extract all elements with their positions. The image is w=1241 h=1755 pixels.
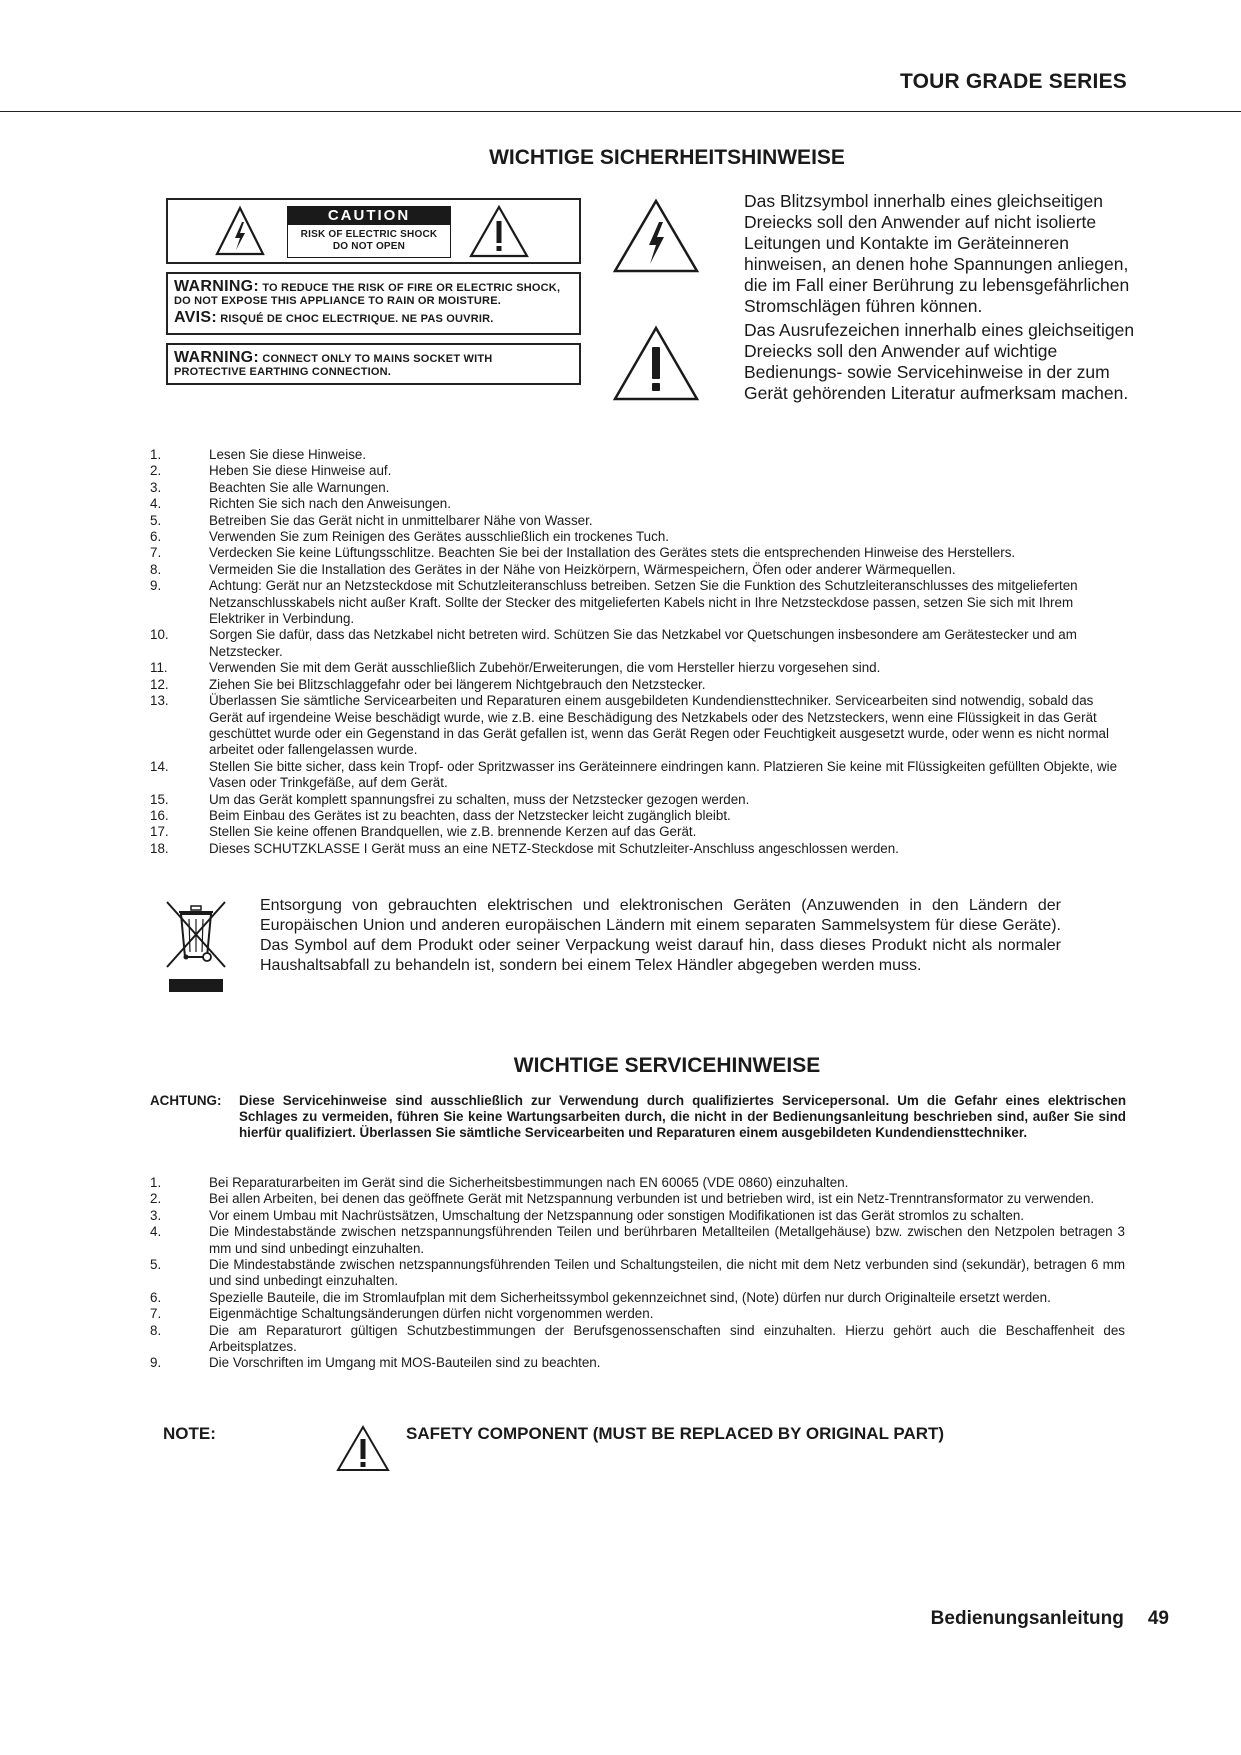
safety-list-item-number: 2. xyxy=(150,463,162,479)
service-list-item xyxy=(150,1323,1125,1356)
service-list-item-text: Vor einem Umbau mit Nachrüstsätzen, Umschaltung der Netzspannung oder sonstigen Modifikationen ist das Gerät stromlos zu schalten. xyxy=(209,1207,1024,1223)
service-list-item-number: 2. xyxy=(150,1191,162,1207)
service-list-item xyxy=(150,1306,1125,1322)
safety-list-item-text: Richten Sie sich nach den Anweisungen. xyxy=(209,496,451,512)
safety-list-item-text: Stellen Sie bitte sicher, dass kein Tropf- oder Spritzwasser ins Geräteinnere eindringen kann. Platzieren Sie keine mit Flüssigkeiten gefüllten Objekte, wie Vasen oder Trinkgefäße, auf dem Gerät. xyxy=(209,758,1118,791)
safety-list-item xyxy=(150,824,1125,840)
safety-component-icon xyxy=(336,1425,390,1472)
safety-list-item-number: 14. xyxy=(150,758,169,774)
service-list-item-text: Spezielle Bauteile, die im Stromlaufplan mit dem Sicherheitssymbol gekennzeichnet sind, (Note) dürfen nur durch Originalteile ersetzt werden. xyxy=(209,1289,1051,1305)
safety-list-item-number: 13. xyxy=(150,693,169,709)
safety-list-item-number: 6. xyxy=(150,529,162,545)
service-list-item-number: 1. xyxy=(150,1175,162,1190)
service-list-item-number: 9. xyxy=(150,1355,162,1371)
service-list-item-text: Bei Reparaturarbeiten im Gerät sind die Sicherheitsbestimmungen nach EN 60065 (VDE 0860) einzuhalten. xyxy=(209,1175,849,1190)
safety-list-item xyxy=(150,480,1125,496)
safety-list-item-text: Achtung: Gerät nur an Netzsteckdose mit Schutzleiteranschluss betreiben. Setzen Sie die Funktion des Schutzleiteranschlusses des mitgelieferten Netzanschlusskabels nicht außer Kraft. Sollte der Stecker des mitgelieferten Kabels nicht in Ihre Netzsteckdose passen, setzen Sie sich mit Ihrem Elektriker in Verbindung. xyxy=(209,578,1078,627)
page-footer xyxy=(931,1608,1169,1630)
lightning-triangle-icon xyxy=(612,198,700,274)
service-list-item-text: Die Vorschriften im Umgang mit MOS-Bauteilen sind zu beachten. xyxy=(209,1355,601,1371)
safety-list-item-text: Betreiben Sie das Gerät nicht in unmittelbarer Nähe von Wasser. xyxy=(209,512,593,528)
exclamation-icon xyxy=(468,204,530,259)
safety-list-item xyxy=(150,627,1125,660)
safety-list-item xyxy=(150,513,1125,529)
safety-list-item-text: Stellen Sie keine offenen Brandquellen, wie z.B. brennende Kerzen auf das Gerät. xyxy=(209,824,697,840)
service-list-item xyxy=(150,1175,1125,1191)
safety-list-item xyxy=(150,463,1125,479)
disposal-text: Entsorgung von gebrauchten elektrischen und elektronischen Geräten (Anzuwenden in den Ländern der Europäischen Union und anderen europäischen Ländern mit einem separaten Sammelsystem für diese Geräte). Das Symbol auf dem Produkt oder seiner Verpackung weist darauf hin, dass dieses Produkt nicht als normaler Haushaltsabfall zu behandeln ist, sondern bei einem Telex Händler abgegeben werden muss. xyxy=(260,897,1061,974)
earthing-warning-text-line2: PROTECTIVE EARTHING CONNECTION. xyxy=(174,366,392,378)
safety-list-item-number: 12. xyxy=(150,676,169,692)
safety-list-item-number: 16. xyxy=(150,807,169,823)
exclamation-triangle-icon xyxy=(612,325,700,402)
caution-panel xyxy=(287,206,451,258)
safety-list-item-text: Lesen Sie diese Hinweise. xyxy=(209,447,367,462)
service-list-item xyxy=(150,1224,1125,1257)
safety-instructions-list xyxy=(150,447,1125,857)
safety-list-item-number: 3. xyxy=(150,479,162,495)
safety-list-item xyxy=(150,792,1125,808)
service-list-item-number: 5. xyxy=(150,1257,162,1273)
header-divider xyxy=(0,111,1241,112)
caution-heading: CAUTION xyxy=(288,207,450,225)
service-list-item-number: 6. xyxy=(150,1289,162,1305)
safety-list-item-text: Dieses SCHUTZKLASSE I Gerät muss an eine NETZ-Steckdose mit Schutzleiter-Anschluss angeschlossen werden. xyxy=(209,840,899,856)
safety-list-item-number: 10. xyxy=(150,627,169,643)
caution-risk-line2: DO NOT OPEN xyxy=(332,241,406,252)
note-text: SAFETY COMPONENT (MUST BE REPLACED BY ORIGINAL PART) xyxy=(406,1424,945,1443)
safety-list-item-text: Verwenden Sie zum Reinigen des Gerätes ausschließlich ein trockenes Tuch. xyxy=(209,529,669,545)
safety-list-item xyxy=(150,496,1125,512)
achtung-paragraph xyxy=(150,1093,1126,1141)
safety-list-item-number: 9. xyxy=(150,578,162,594)
service-list-item-text: Eigenmächtige Schaltungsänderungen dürfen nicht vorgenommen werden. xyxy=(209,1306,654,1322)
lightning-icon xyxy=(214,205,266,257)
warning-text-line1: TO REDUCE THE RISK OF FIRE OR ELECTRIC SHOCK, xyxy=(262,282,561,294)
service-instructions-list xyxy=(150,1175,1125,1372)
safety-list-item-number: 17. xyxy=(150,824,169,840)
service-list-item xyxy=(150,1208,1125,1224)
safety-list-item-number: 4. xyxy=(150,496,162,512)
safety-list-item-text: Vermeiden Sie die Installation des Gerätes in der Nähe von Heizkörpern, Wärmespeichern, Öfen oder anderer Wärmequellen. xyxy=(209,561,956,577)
caution-risk-line1: RISK OF ELECTRIC SHOCK xyxy=(300,229,438,240)
safety-title: WICHTIGE SICHERHEITSHINWEISE xyxy=(489,146,845,169)
safety-list-item-number: 11. xyxy=(150,660,168,676)
service-list-item xyxy=(150,1191,1125,1207)
safety-list-item xyxy=(150,759,1125,792)
safety-list-item xyxy=(150,808,1125,824)
service-list-item-text: Die am Reparaturort gültigen Schutzbestimmungen der Berufsgenossenschaften sind einzuhalten. Hierzu gehört auch die Beschaffenheit des Arbeitsplatzes. xyxy=(209,1322,1125,1355)
earthing-warning-lead: WARNING: xyxy=(174,349,260,366)
warning-lead: WARNING: xyxy=(174,278,260,295)
note-label: NOTE: xyxy=(163,1424,216,1443)
page-number: 49 xyxy=(1147,1608,1169,1629)
safety-list-item xyxy=(150,562,1125,578)
safety-list-item-text: Verdecken Sie keine Lüftungsschlitze. Beachten Sie bei der Installation des Gerätes stets die entsprechenden Hinweise des Herstellers. xyxy=(209,545,1016,561)
safety-list-item-number: 1. xyxy=(150,447,162,462)
service-title: WICHTIGE SERVICEHINWEISE xyxy=(513,1054,821,1077)
safety-list-item-text: Sorgen Sie dafür, dass das Netzkabel nicht betreten wird. Schützen Sie das Netzkabel vor Quetschungen insbesondere am Gerätestecker und am Netzstecker. xyxy=(209,627,1077,659)
achtung-text: Diese Servicehinweise sind ausschließlich zur Verwendung durch qualifiziertes Servicepersonal. Um die Gefahr eines elektrischen Schlages zu vermeiden, führen Sie keine Wartungsarbeiten durch, die nicht in der Bedienungsanleitung beschrieben sind, außer Sie sind hierfür qualifiziert. Überlassen Sie sämtliche Servicearbeiten und Reparaturen einem ausgebildeten Kundendiensttechniker. xyxy=(239,1093,1126,1140)
warning-label xyxy=(166,272,581,335)
service-list-item-number: 3. xyxy=(150,1207,162,1223)
safety-list-item-text: Überlassen Sie sämtliche Servicearbeiten und Reparaturen einem ausgebildeten Kundendiensttechniker. Servicearbeiten sind notwendig, sobald das Gerät auf irgendeine Weise beschädigt wurde, wie z.B. eine Beschädigung des Netzkabels oder des Netzsteckers, wenn eine Flüssigkeit in das Gerät geschüttet wurde oder ein Gegenstand in das Gerät gefallen ist, wenn das Gerät Regen oder Feuchtigkeit ausgesetzt wurde, oder wenn es nicht normal arbeitet oder fallengelassen wurde. xyxy=(209,693,1109,758)
earthing-warning-text-line1: CONNECT ONLY TO MAINS SOCKET WITH xyxy=(262,353,493,365)
safety-list-item xyxy=(150,677,1125,693)
service-list-item-text: Die Mindestabstände zwischen netzspannungsführenden Teilen und berührbaren Metallteilen (Metallgehäuse) bzw. zwischen den Netzpolen betragen 3 mm und sind unbedingt einzuhalten. xyxy=(209,1224,1125,1256)
safety-list-item xyxy=(150,660,1125,676)
service-list-item-number: 4. xyxy=(150,1224,162,1240)
manual-name: Bedienungsanleitung xyxy=(930,1608,1124,1629)
safety-list-item-text: Ziehen Sie bei Blitzschlaggefahr oder bei längerem Nichtgebrauch den Netzstecker. xyxy=(209,676,706,692)
service-list-item xyxy=(150,1355,1125,1371)
service-list-item-text: Bei allen Arbeiten, bei denen das geöffnete Gerät mit Netzspannung verbunden ist und betrieben wird, ist ein Netz-Trenntransformator zu verwenden. xyxy=(209,1191,1095,1207)
achtung-label: ACHTUNG: xyxy=(150,1093,222,1108)
safety-list-item-number: 18. xyxy=(150,840,169,856)
service-list-item xyxy=(150,1257,1125,1290)
safety-list-item-number: 5. xyxy=(150,512,162,528)
safety-list-item-text: Heben Sie diese Hinweise auf. xyxy=(209,463,392,479)
safety-list-item-number: 7. xyxy=(150,545,162,561)
series-title: TOUR GRADE SERIES xyxy=(899,70,1127,93)
service-list-item-text: Die Mindestabstände zwischen netzspannungsführenden Teilen und Schaltungsteilen, die nicht mit dem Netz verbunden sind (sekundär), betragen 6 mm und sind unbedingt einzuhalten. xyxy=(209,1257,1125,1289)
safety-list-item-number: 8. xyxy=(150,561,162,577)
lightning-description: Das Blitzsymbol innerhalb eines gleichseitigen Dreiecks soll den Anwender auf nicht isolierte Leitungen und Kontakte im Geräteinneren hinweisen, an denen hohe Spannungen anliegen, die im Fall einer Berührung zu lebensgefährlichen Stromschlägen führen können. xyxy=(744,191,1130,316)
caution-label xyxy=(166,198,581,264)
safety-list-item-text: Beim Einbau des Gerätes ist zu beachten, dass der Netzstecker leicht zugänglich bleibt. xyxy=(209,807,731,823)
safety-list-item xyxy=(150,578,1125,627)
safety-list-item-number: 15. xyxy=(150,791,169,807)
earthing-warning-label xyxy=(166,343,581,385)
avis-text: RISQUÉ DE CHOC ELECTRIQUE. NE PAS OUVRIR. xyxy=(220,313,494,325)
safety-list-item xyxy=(150,545,1125,561)
safety-list-item xyxy=(150,693,1125,759)
service-list-item-number: 7. xyxy=(150,1306,162,1322)
safety-list-item xyxy=(150,841,1125,857)
avis-lead: AVIS: xyxy=(174,309,217,326)
safety-list-item-text: Um das Gerät komplett spannungsfrei zu schalten, muss der Netzstecker gezogen werden. xyxy=(209,791,750,807)
safety-list-item-text: Beachten Sie alle Warnungen. xyxy=(209,479,390,495)
service-list-item xyxy=(150,1290,1125,1306)
safety-list-item xyxy=(150,447,1125,463)
warning-text-line2: DO NOT EXPOSE THIS APPLIANCE TO RAIN OR MOISTURE. xyxy=(174,295,501,307)
safety-list-item-text: Verwenden Sie mit dem Gerät ausschließlich Zubehör/Erweiterungen, die vom Hersteller hierzu vorgesehen sind. xyxy=(209,660,881,676)
safety-list-item xyxy=(150,529,1125,545)
service-list-item-number: 8. xyxy=(150,1322,162,1338)
weee-bin-icon xyxy=(164,899,228,994)
exclamation-description: Das Ausrufezeichen innerhalb eines gleichseitigen Dreiecks soll den Anwender auf wichtige Bedienungs- sowie Servicehinweise in der zum Gerät gehörenden Literatur aufmerksam machen. xyxy=(744,320,1135,403)
